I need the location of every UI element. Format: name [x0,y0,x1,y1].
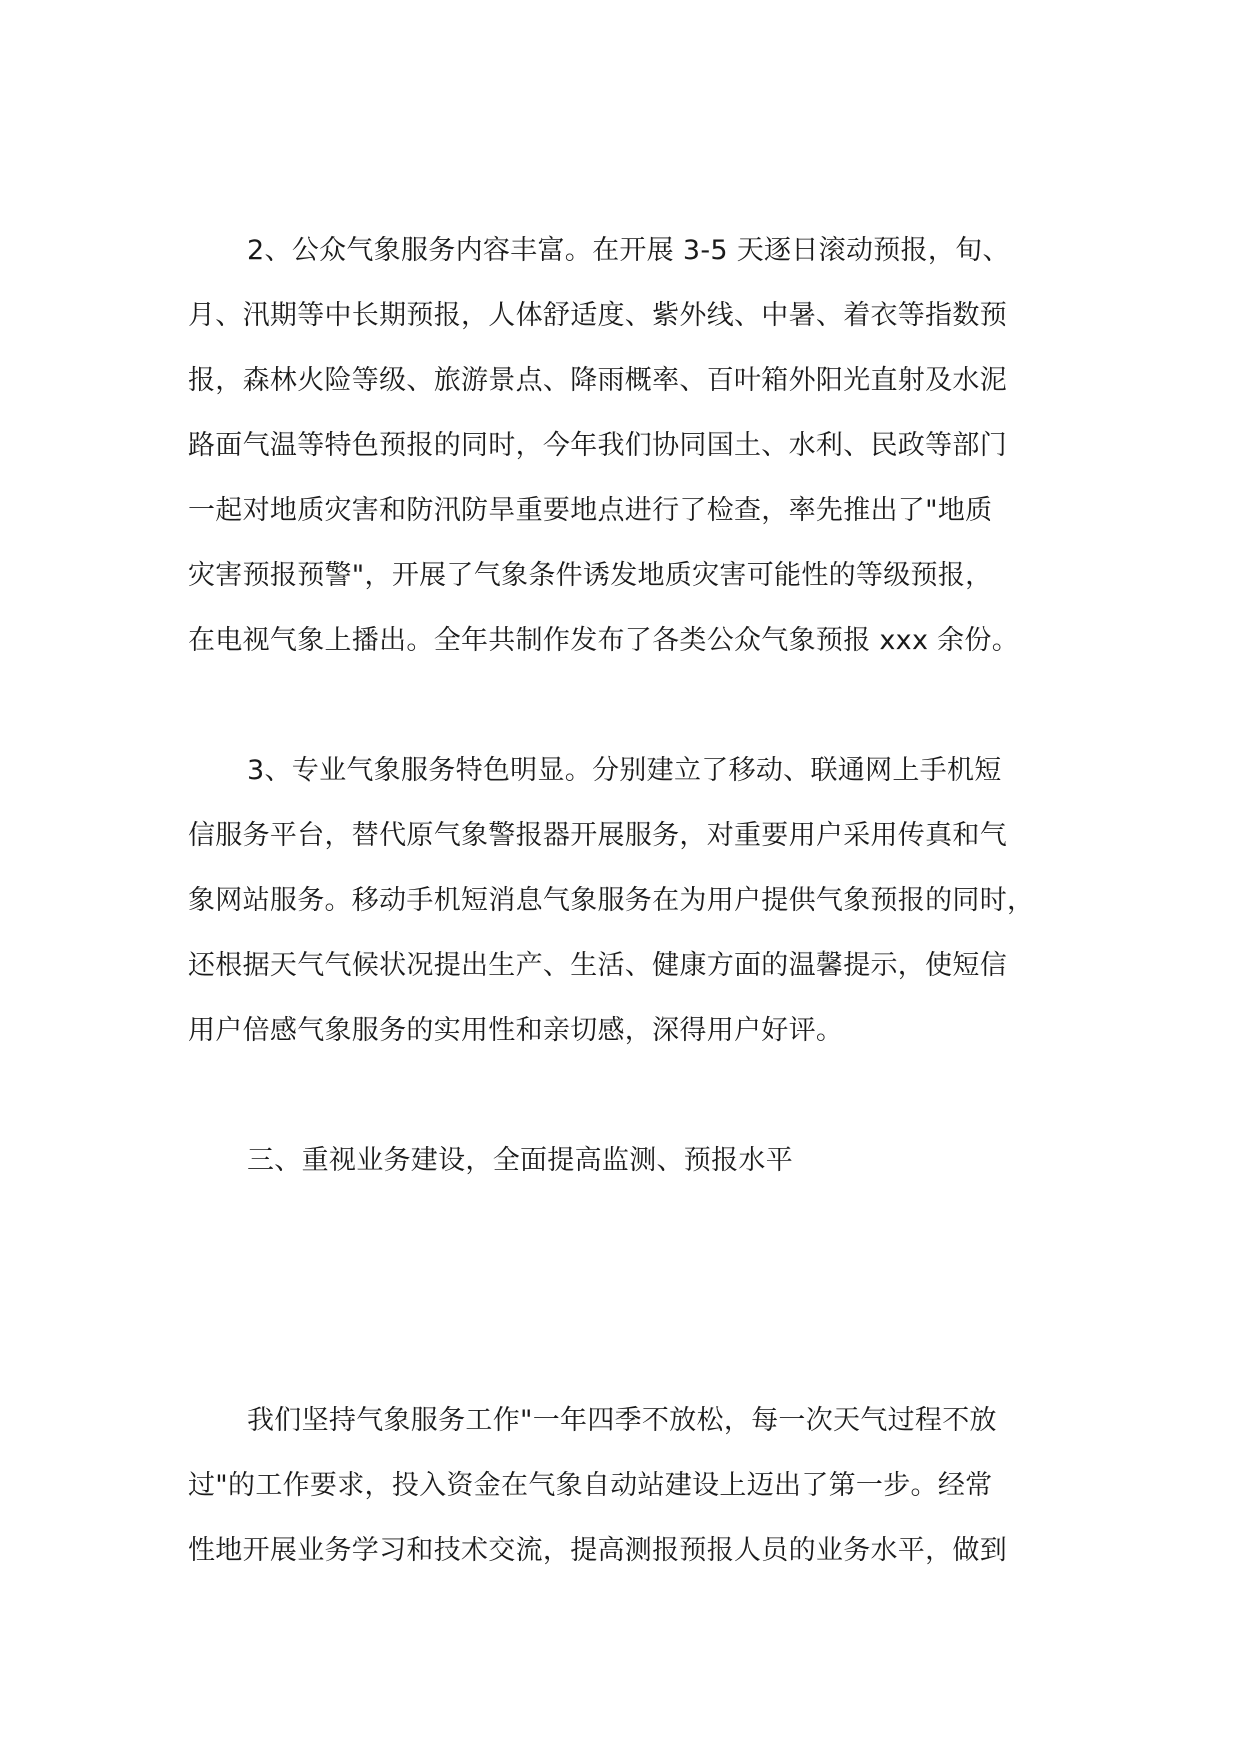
text-line: 还根据天气气候状况提出生产、生活、健康方面的温馨提示，使短信 [188,950,1007,981]
text-line: 灾害预报预警"，开展了气象条件诱发地质灾害可能性的等级预报， [188,560,993,591]
paragraph-business-building [188,1388,1007,1583]
text-line: 信服务平台，替代原气象警报器开展服务，对重要用户采用传真和气 [188,820,1007,851]
text-line: 路面气温等特色预报的同时，今年我们协同国土、水利、民政等部门 [188,430,1007,461]
section-heading [188,1128,793,1193]
text-line: 我们坚持气象服务工作"一年四季不放松，每一次天气过程不放 [247,1405,997,1436]
text-line: 过"的工作要求，投入资金在气象自动站建设上迈出了第一步。经常 [188,1470,993,1501]
text-line: 用户倍感气象服务的实用性和亲切感，深得用户好评。 [188,1015,844,1046]
heading-text: 三、重视业务建设，全面提高监测、预报水平 [247,1145,793,1176]
text-line: 性地开展业务学习和技术交流，提高测报预报人员的业务水平，做到 [188,1535,1007,1566]
text-line: 一起对地质灾害和防汛防旱重要地点进行了检查，率先推出了"地质 [188,495,993,526]
paragraph-professional-weather-service [188,738,1034,1063]
paragraph-public-weather-service [188,218,1019,673]
text-line: 在电视气象上播出。全年共制作发布了各类公众气象预报 xxx 余份。 [188,625,1019,656]
text-line: 2、公众气象服务内容丰富。在开展 3-5 天逐日滚动预报，旬、 [247,235,1010,266]
text-line: 月、汛期等中长期预报，人体舒适度、紫外线、中暑、着衣等指数预 [188,300,1007,331]
text-line: 3、专业气象服务特色明显。分别建立了移动、联通网上手机短 [247,755,1002,786]
text-line: 象网站服务。移动手机短消息气象服务在为用户提供气象预报的同时， [188,885,1035,916]
text-line: 报，森林火险等级、旅游景点、降雨概率、百叶箱外阳光直射及水泥 [188,365,1007,396]
